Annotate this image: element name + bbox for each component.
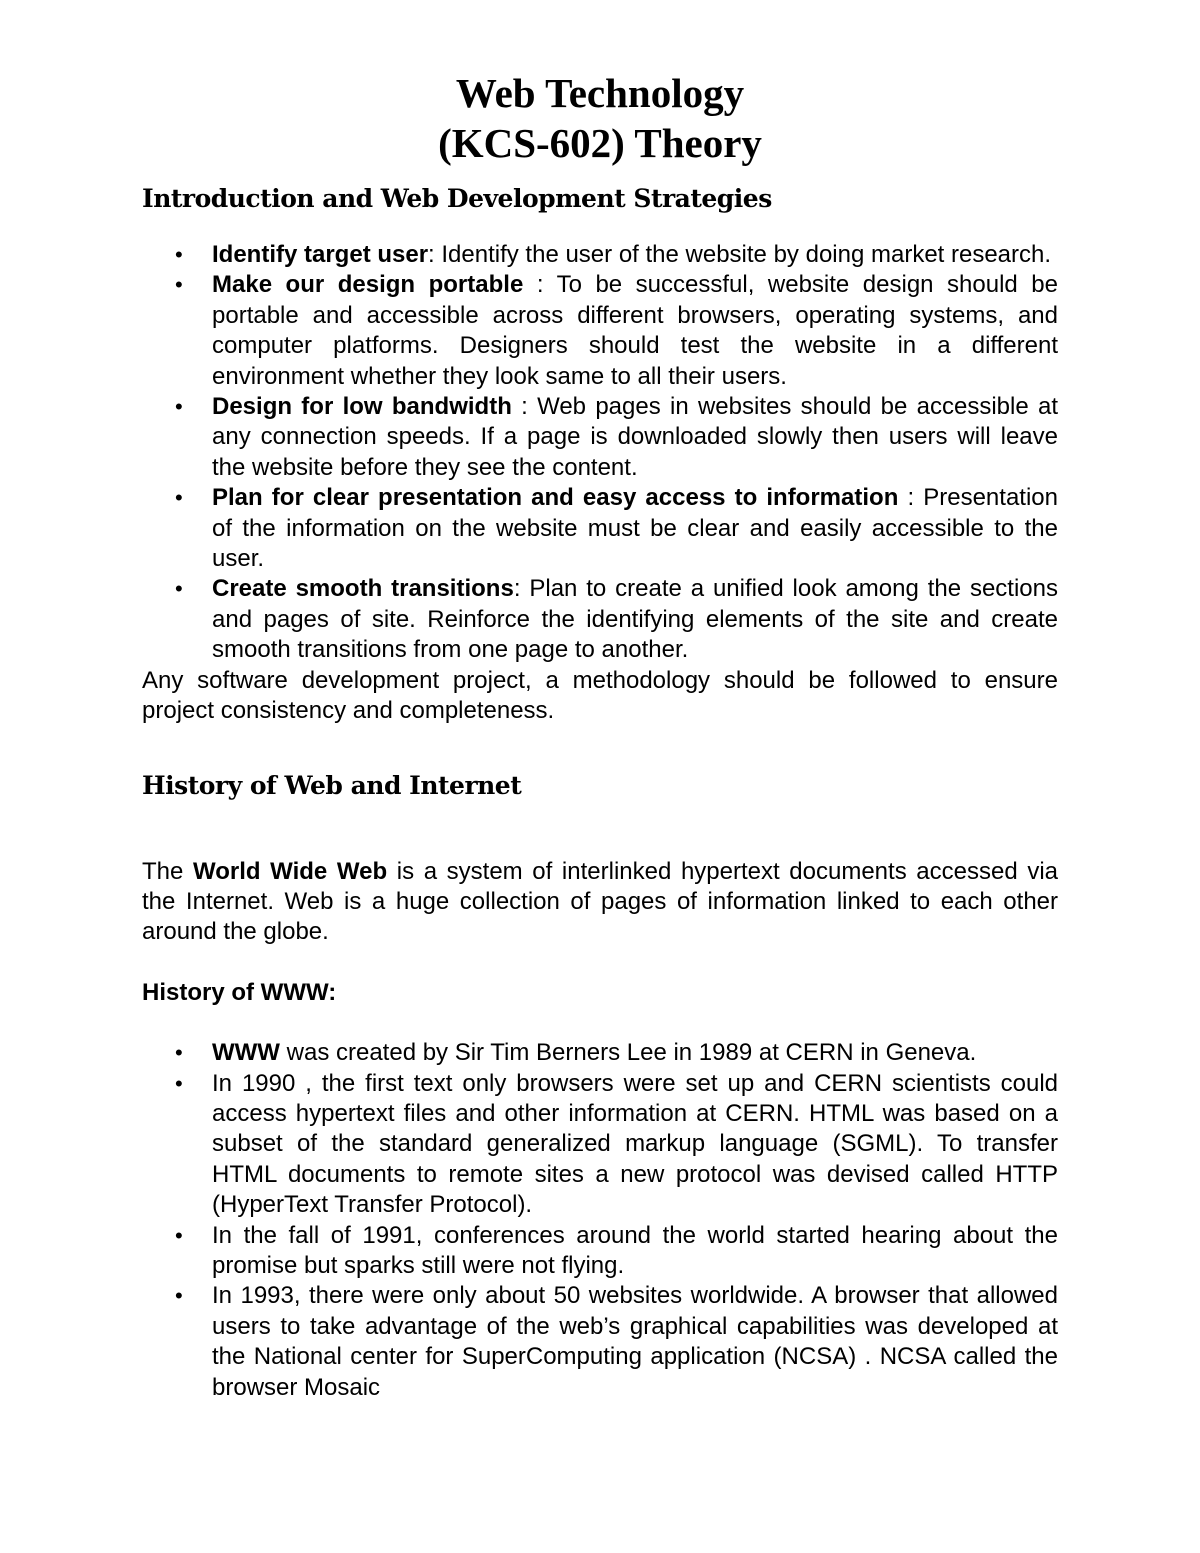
www-intro-paragraph — [142, 857, 1058, 948]
title-line-1: Web Technology — [455, 70, 745, 116]
list-item — [175, 1038, 1058, 1068]
list-item — [175, 392, 1058, 483]
bullet-icon: • — [175, 272, 183, 298]
item-term: Create smooth transitions — [212, 575, 514, 603]
bullet-icon: • — [175, 576, 183, 602]
list-item — [175, 240, 1058, 270]
www-history-list — [142, 1038, 1058, 1403]
item-text: : To be successful, website design should be portable and accessible across different browsers, operating systems, and computer platforms. Designers should test the website in a different environment whether they look same to all their users. — [212, 271, 1058, 390]
item-term: Make our design portable — [212, 271, 524, 299]
item-term: Design for low bandwidth — [212, 393, 512, 421]
list-item — [175, 1069, 1058, 1221]
item-text: : Plan to create a unified look among the sections and pages of site. Reinforce the identifying elements of the site and create smooth transitions from one page to another. — [212, 575, 1058, 664]
bullet-icon: • — [175, 242, 183, 267]
bullet-icon: • — [175, 1070, 183, 1096]
section-heading-history: History of Web and Internet — [142, 770, 522, 800]
item-text: In 1993, there were only about 50 websites worldwide. A browser that allowed users to take advantage of the web’s graphical capabilities was developed at the National center for SuperComputing application (NCSA) . NCSA called the browser Mosaic — [212, 1282, 1058, 1401]
bullet-icon: • — [175, 1222, 183, 1248]
list-item — [175, 1281, 1058, 1403]
bullet-icon: • — [175, 394, 183, 420]
bullet-icon: • — [175, 1283, 183, 1309]
list-item — [175, 483, 1058, 574]
list-item — [175, 1221, 1058, 1282]
item-term: Plan for clear presentation and easy access to information — [212, 484, 899, 512]
item-text: In the fall of 1991, conferences around the world started hearing about the promise but sparks still were not flying. — [212, 1221, 1058, 1279]
intro-prefix: The — [142, 857, 193, 885]
item-text: : Presentation of the information on the website must be clear and easily accessible to the user. — [212, 484, 1058, 573]
item-text: : Web pages in websites should be accessible at any connection speeds. If a page is downloaded slowly then users will leave the website before they see the content. — [212, 393, 1058, 481]
document-page — [142, 68, 1058, 1403]
bullet-icon: • — [175, 485, 183, 511]
title-line-2: (KCS-602) Theory — [438, 120, 762, 166]
list-item — [175, 270, 1058, 392]
section-heading-introduction: Introduction and Web Development Strategies — [142, 184, 772, 213]
item-term: Identify target user — [212, 241, 429, 268]
item-text: In 1990 , the first text only browsers were set up and CERN scientists could access hypertext files and other information at CERN. HTML was based on a subset of the standard generalized markup language (SGML). To transfer HTML documents to remote sites a new protocol was devised called HTTP (HyperText Transfer Protocol). — [212, 1069, 1058, 1219]
item-text: : Identify the user of the website by doing market research. — [428, 241, 1052, 268]
intro-text: is a system of interlinked hypertext documents accessed via the Internet. Web is a huge collection of pages of information linked to each other around the globe. — [142, 857, 1058, 946]
list-item — [175, 574, 1058, 665]
item-term: WWW — [212, 1039, 280, 1067]
methodology-paragraph: Any software development project, a methodology should be followed to ensure project consistency and completeness. — [142, 666, 1058, 725]
bullet-icon: • — [175, 1040, 183, 1066]
document-title — [142, 68, 1058, 168]
strategies-list — [142, 240, 1058, 666]
history-of-www-label: History of WWW: — [142, 978, 337, 1006]
item-text: was created by Sir Tim Berners Lee in 1989 at CERN in Geneva. — [279, 1039, 977, 1067]
intro-term: World Wide Web — [192, 857, 388, 885]
